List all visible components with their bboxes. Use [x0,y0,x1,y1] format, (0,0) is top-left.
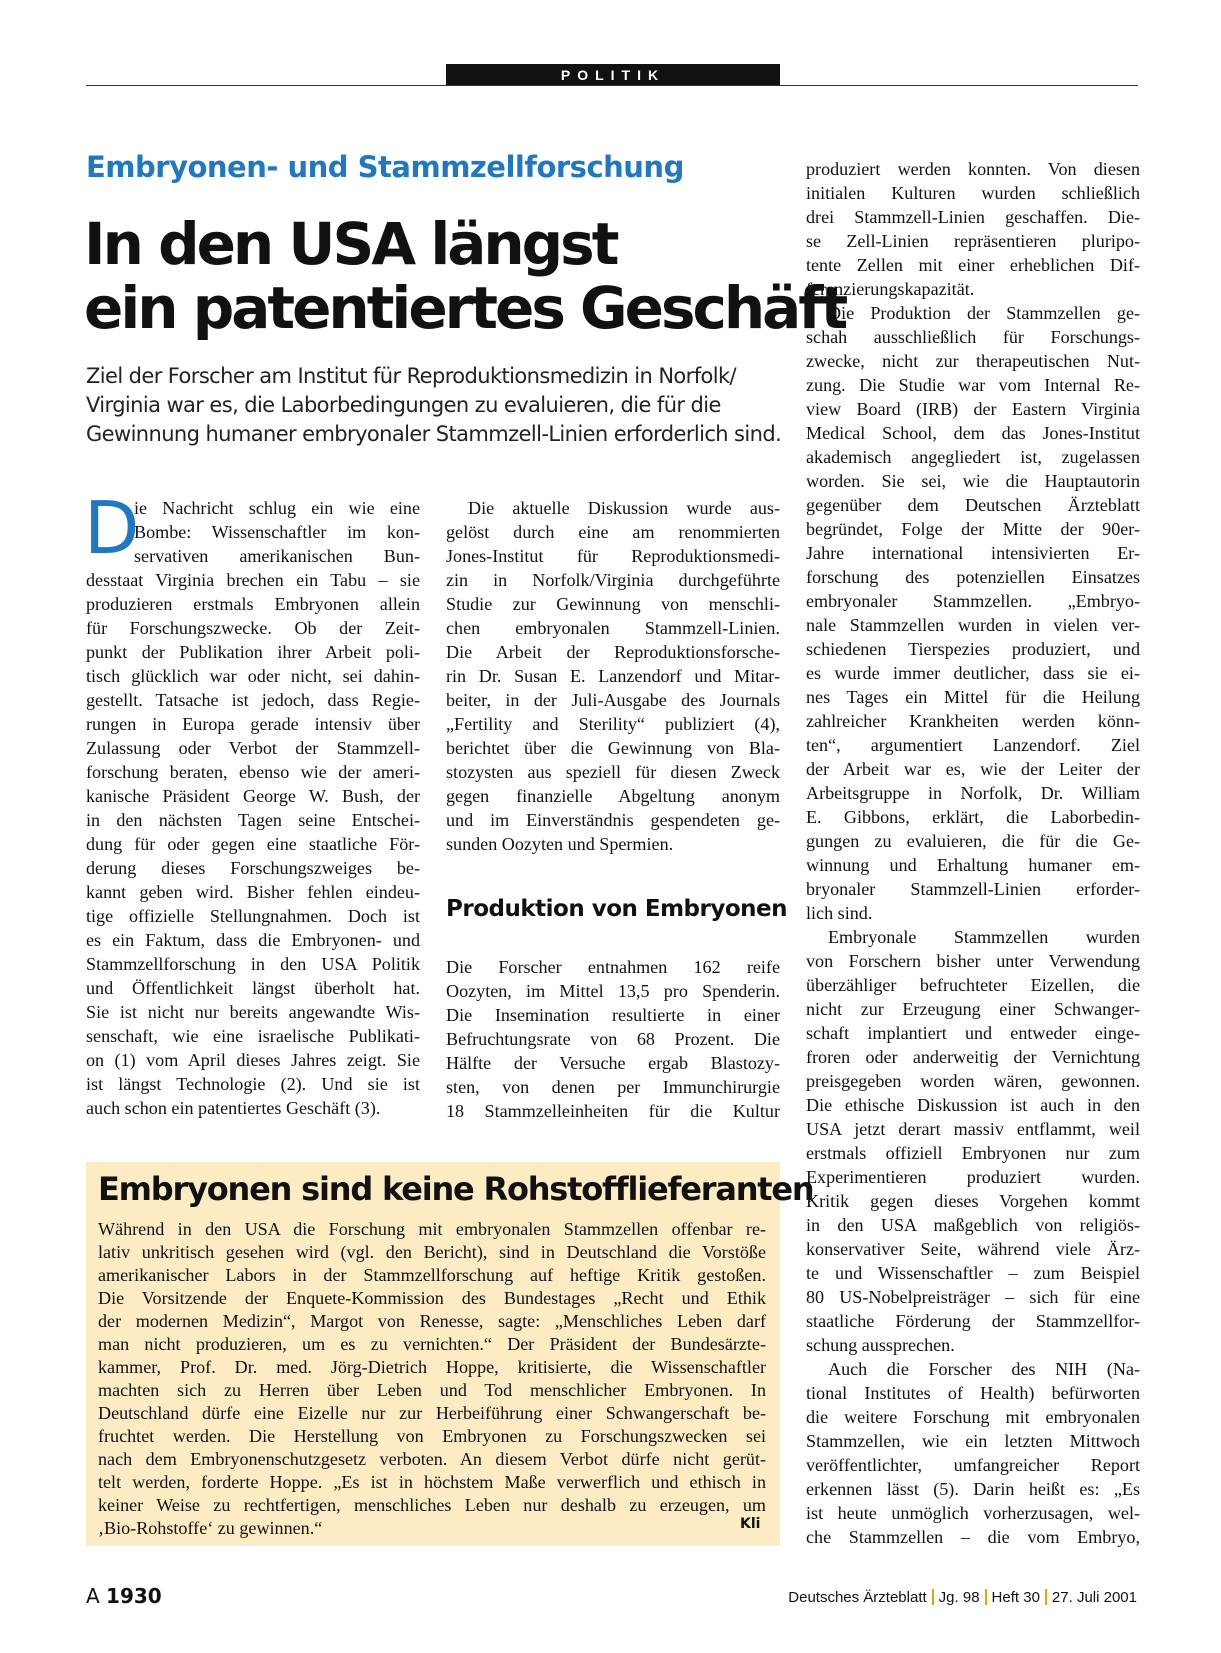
lead-paragraph [86,362,786,449]
page-number [86,1584,162,1608]
text-line: che Stammzellen – die vom Embryo, [806,1527,1140,1547]
text-line: ist heute unmöglich vorherzusagen, wel- [806,1503,1140,1523]
text-line: ist längst Technologie (2). Und sie ist [86,1074,420,1094]
text-line: Zulassung oder Verbot der Stammzell- [86,738,420,758]
text-line: in den USA maßgeblich von religiös- [806,1215,1140,1235]
text-line: embryonaler Stammzellen. „Embryo- [806,591,1140,611]
text-line: Sie ist nicht nur bereits angewandte Wis- [86,1002,420,1022]
text-line: stozysten aus speziell für diesen Zweck [446,762,780,782]
footer-separator [1045,1589,1047,1605]
text-line: Arbeitsgruppe in Norfolk, Dr. William [806,783,1140,803]
kicker: Embryonen- und Stammzellforschung [86,150,684,184]
text-line: der Arbeit war es, wie der Leiter der [806,759,1140,779]
lead-line: Gewinnung humaner embryonaler Stammzell-Linien erforderlich sind. [86,422,782,446]
text-line: ferenzierungskapazität. [806,279,975,299]
text-line: es ein Faktum, dass die Embryonen- und [86,930,420,950]
text-line: Hälfte der Versuche ergab Blastozy- [446,1053,780,1073]
text-line: nicht zur Erzeugung einer Schwanger- [806,999,1140,1019]
text-line: Die Arbeit der Reproduktionsforsche- [446,642,780,662]
sidebar-box-title: Embryonen sind keine Rohstofflieferanten [98,1170,814,1208]
text-line: überzähliger befruchteter Eizellen, die [806,975,1140,995]
text-line: bryonaler Stammzell-Linien erforder- [806,879,1140,899]
text-line: gelöst durch eine am renommierten [446,522,780,542]
text-line: amerikanischer Labors in der Stammzellforschung auf heftige Kritik gestoßen. [98,1265,766,1285]
text-line: zin in Norfolk/Virginia durchgeführte [446,570,780,590]
text-line: Experimentieren produziert wurden. [806,1167,1140,1187]
text-line: Studie zur Gewinnung von menschli- [446,594,780,614]
text-line: tional Institutes of Health) befürworten [806,1383,1140,1403]
text-line: begründet, Folge der Mitte der 90er- [806,519,1140,539]
journal-footer [788,1589,1137,1606]
text-line: beiter, in der Juli-Ausgabe des Journals [446,690,780,710]
lead-line: Ziel der Forscher am Institut für Reproduktionsmedizin in Norfolk/ [86,364,737,388]
article-column-3 [806,157,1140,1549]
text-line: derung dieses Forschungszweiges be- [86,858,420,878]
text-line: rin Dr. Susan E. Lanzendorf und Mitar- [446,666,780,686]
text-line: Kritik gegen dieses Vorgehen kommt [806,1191,1140,1211]
text-line: forschung beraten, ebenso wie der ameri- [86,762,420,782]
text-line: berichtet über die Gewinnung von Bla- [446,738,780,758]
sidebar-box-signature: Kli [740,1516,761,1532]
text-line: Befruchtungsrate von 68 Prozent. Die [446,1029,780,1049]
top-rule [86,85,1138,86]
text-line: Die aktuelle Diskussion wurde aus- [468,498,780,518]
text-line: telt werden, forderte Hoppe. „Es ist in höchstem Maße verwerflich und ethisch in [98,1472,766,1492]
text-line: kammer, Prof. Dr. med. Jörg-Dietrich Hoppe, kritisierte, die Wissenschaftler [98,1357,766,1377]
article-column-2-continued [446,955,780,1123]
text-line: auch schon ein patentiertes Geschäft (3). [86,1098,381,1118]
text-line: 80 US-Nobelpreisträger – sich für eine [806,1287,1140,1307]
text-line: lativ unkritisch gesehen wird (vgl. den Bericht), sind in Deutschland die Vorstöße [98,1242,766,1262]
text-line: gegen finanzielle Abgeltung anonym [446,786,780,806]
page-prefix: A [86,1584,100,1608]
text-line: gegenüber dem Deutschen Ärzteblatt [806,495,1140,515]
text-line: rungen in Europa gerade intensiv über [86,714,420,734]
headline-line: ein patentiertes Geschäft [84,274,846,342]
text-line: nach dem Embryonenschutzgesetz verboten. An diesem Verbot dürfe nicht gerüt- [98,1449,766,1469]
lead-line: Virginia war es, die Laborbedingungen zu evaluieren, die für die [86,393,721,417]
text-line: schah ausschließlich für Forschungs- [806,327,1140,347]
text-line: chen embryonalen Stammzell-Linien. [446,618,780,638]
text-line: fruchtet werden. Die Herstellung von Embryonen zu Forschungszwecken sei [98,1426,766,1446]
text-line: produzieren erstmals Embryonen allein [86,594,420,614]
text-line: tisch glücklich war oder nicht, sei dahin- [86,666,420,686]
text-line: Medical School, dem das Jones-Institut [806,423,1140,443]
text-line: schaft implantiert und entweder einge- [806,1023,1140,1043]
text-line: Auch die Forscher des NIH (Na- [828,1359,1140,1379]
text-line: initialen Kulturen wurden schließlich [806,183,1140,203]
text-line: USA jetzt derart massiv entflammt, weil [806,1119,1140,1139]
text-line: zwecke, nicht zur therapeutischen Nut- [806,351,1140,371]
text-line: gungen zu evaluieren, die für die Ge- [806,831,1140,851]
text-line: tente Zellen mit einer erheblichen Dif- [806,255,1140,275]
text-line: tige offizielle Stellungnahmen. Doch ist [86,906,420,926]
text-line: Die Insemination resultierte in einer [446,1005,780,1025]
text-line: es wurde immer deutlicher, dass sie ei- [806,663,1140,683]
text-line: drei Stammzell-Linien geschaffen. Die- [806,207,1140,227]
text-line: die weitere Forschung mit embryonalen [806,1407,1140,1427]
text-line: der modernen Medizin“, Margot von Renesse, sagte: „Menschliches Leben darf [98,1311,766,1331]
text-line: sunden Oozyten und Spermien. [446,834,674,854]
text-line: winnung und Erhaltung humaner em- [806,855,1140,875]
journal-date: 27. Juli 2001 [1051,1589,1137,1606]
section-label: POLITIK [446,64,780,86]
text-line: view Board (IRB) der Eastern Virginia [806,399,1140,419]
footer-separator [932,1589,934,1605]
text-line: froren oder anderweitig der Vernichtung [806,1047,1140,1067]
text-line: kannt geben wird. Bisher fehlen eindeu- [86,882,420,902]
text-line: Jahre international intensivierten Er- [806,543,1140,563]
text-line: E. Gibbons, erklärt, die Laborbedin- [806,807,1140,827]
text-line: in den nächsten Tagen seine Entschei- [86,810,420,830]
footer-separator [985,1589,987,1605]
text-line: Während in den USA die Forschung mit embryonalen Stammzellen offenbar re- [98,1219,766,1239]
drop-cap: D [84,486,140,570]
text-line: staatliche Förderung der Stammzellfor- [806,1311,1140,1331]
text-line: produziert werden konnten. Von diesen [806,159,1140,179]
text-line: keiner Weise zu rechtfertigen, menschliches Leben nur deshalb zu erzeugen, um [98,1495,766,1515]
text-line: punkt der Publikation ihrer Arbeit poli- [86,642,420,662]
text-line: ‚Bio-Rohstoffe‘ zu gewinnen.“ [98,1518,323,1538]
text-line: und im Einverständnis gespendeten ge- [446,810,780,830]
article-column-2 [446,496,780,856]
text-line: se Zell-Linien repräsentieren pluripo- [806,231,1140,251]
text-line: Die Forscher entnahmen 162 reife [446,957,780,977]
text-line: worden. Sie sei, wie die Hauptautorin [806,471,1140,491]
text-line: schiedenen Tierspezies produziert, und [806,639,1140,659]
headline-line: In den USA längst [84,210,617,278]
text-line: kanische Präsident George W. Bush, der [86,786,420,806]
text-line: nes Tages ein Mittel für die Heilung [806,687,1140,707]
text-line: ie Nachricht schlug ein wie eine [134,498,420,518]
article-column-1 [84,486,420,1120]
text-line: nale Stammzellen wurden in vielen ver- [806,615,1140,635]
text-line: ten“, argumentiert Lanzendorf. Ziel [806,735,1140,755]
text-line: Stammzellforschung in den USA Politik [86,954,420,974]
text-line: Die ethische Diskussion ist auch in den [806,1095,1140,1115]
journal-volume: Jg. 98 [938,1589,980,1606]
text-line: schung aussprechen. [806,1335,955,1355]
text-line: zahlreicher Krankheiten werden könn- [806,711,1140,731]
text-line: Jones-Institut für Reproduktionsmedi- [446,546,780,566]
text-line: für Forschungszwecke. Ob der Zeit- [86,618,420,638]
text-line: Die Vorsitzende der Enquete-Kommission des Bundestages „Recht und Ethik [98,1288,766,1308]
text-line: von Forschern bisher unter Verwendung [806,951,1140,971]
sidebar-box-text [98,1218,766,1540]
text-line: preisgegeben worden wären, gewonnen. [806,1071,1140,1091]
text-line: Die Produktion der Stammzellen ge- [828,303,1140,323]
text-line: erstmals offiziell Embryonen nur zum [806,1143,1140,1163]
text-line: erkennen lässt (5). Darin heißt es: „Es [806,1479,1140,1499]
text-line: Bombe: Wissenschaftler im kon- [134,522,420,542]
text-line: veröffentlichter, umfangreicher Report [806,1455,1140,1475]
journal-issue: Heft 30 [991,1589,1040,1606]
text-line: servativen amerikanischen Bun- [134,546,420,566]
text-line: konservativer Seite, während viele Ärz- [806,1239,1140,1259]
subheading: Produktion von Embryonen [446,896,787,922]
text-line: forschung des potenziellen Einsatzes [806,567,1140,587]
text-line: und Öffentlichkeit längst überholt hat. [86,978,420,998]
text-line: akademisch angegliedert ist, zugelassen [806,447,1140,467]
text-line: Deutschland dürfe eine Eizelle nur zur Herbeiführung einer Schwangerschaft be- [98,1403,766,1423]
text-line: te und Wissenschaftler – zum Beispiel [806,1263,1140,1283]
text-line: Embryonale Stammzellen wurden [828,927,1140,947]
text-line: Stammzellen, wie ein letzten Mittwoch [806,1431,1140,1451]
text-line: dung für oder gegen eine staatliche För- [86,834,420,854]
text-line: machten sich zu Herren über Leben und Tod menschlicher Embryonen. In [98,1380,766,1400]
text-line: zung. Die Studie war vom Internal Re- [806,375,1140,395]
text-line: on (1) vom April dieses Jahres zeigt. Sie [86,1050,420,1070]
journal-name: Deutsches Ärzteblatt [788,1589,927,1606]
text-line: senschaft, wie eine israelische Publikati- [86,1026,420,1046]
text-line: Oozyten, im Mittel 13,5 pro Spenderin. [446,981,780,1001]
text-line: lich sind. [806,903,873,923]
text-line: „Fertility and Sterility“ publiziert (4), [446,714,780,734]
text-line: 18 Stammzelleinheiten für die Kultur [446,1101,780,1121]
text-line: man nicht produzieren, um es zu vernichten.“ Der Präsident der Bundesärzte- [98,1334,766,1354]
text-line: desstaat Virginia brechen ein Tabu – sie [86,570,420,590]
page-number-value: 1930 [106,1584,162,1608]
headline [84,210,846,342]
text-line: gestellt. Tatsache ist jedoch, dass Regie- [86,690,420,710]
text-line: sten, von denen per Immunchirurgie [446,1077,780,1097]
